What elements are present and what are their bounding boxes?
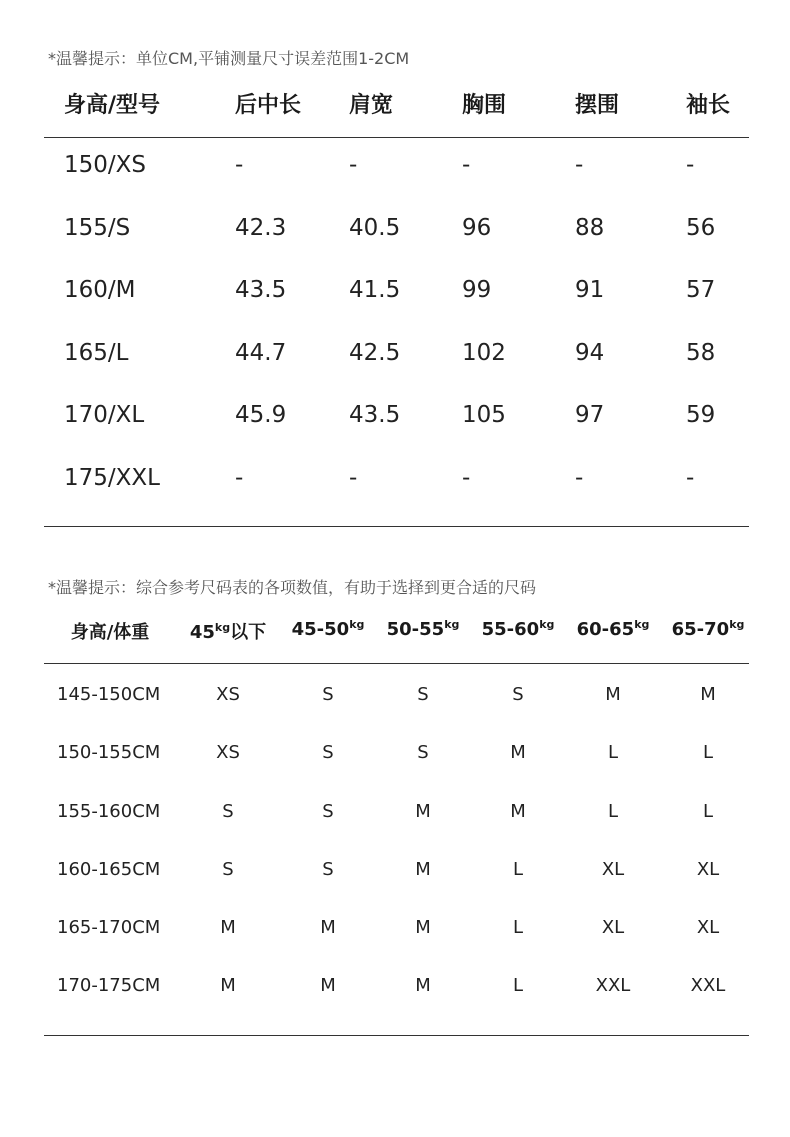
weight-table-body — [0, 684, 790, 1034]
size-cell: S — [322, 800, 334, 822]
size-cell: 160/M — [64, 277, 136, 303]
divider — [44, 663, 749, 664]
size-cell: S — [322, 858, 334, 880]
size-cell: M — [415, 975, 431, 997]
header-sleeve-length: 袖长 — [686, 93, 731, 118]
size-cell: L — [607, 800, 619, 822]
value-cell: - — [349, 152, 358, 178]
size-cell: M — [510, 742, 526, 764]
size-cell: 150/XS — [64, 152, 147, 178]
table-row — [0, 215, 790, 278]
header-weight: $45-50^{kg}$ — [291, 618, 365, 640]
size-cell: M — [415, 917, 431, 939]
table-row — [0, 465, 790, 528]
size-cell: XS — [216, 684, 240, 705]
value-cell: - — [462, 464, 471, 491]
header-height-weight: 身高/体重 — [70, 622, 150, 643]
value-cell: - — [235, 152, 244, 178]
table-row — [0, 684, 790, 742]
size-cell: S — [222, 858, 234, 880]
value-cell: - — [462, 152, 471, 178]
value-cell: 99 — [462, 277, 492, 303]
value-cell: - — [349, 464, 358, 491]
size-cell: M — [415, 800, 431, 822]
size-cell: S — [417, 684, 429, 705]
size-cell: XS — [216, 742, 240, 764]
divider — [44, 526, 749, 527]
value-cell: 94 — [575, 339, 605, 366]
size-cell: M — [220, 975, 236, 997]
height-cell: 170-175CM — [57, 975, 161, 997]
table-row — [0, 277, 790, 340]
size-cell: 175/XXL — [64, 464, 160, 491]
header-weight: $65-70^{kg}$ — [671, 618, 745, 640]
header-weight: $55-60^{kg}$ — [481, 618, 555, 640]
value-cell: 97 — [575, 402, 605, 428]
measurement-note: *温馨提示：单位CM,平铺测量尺寸误差范围1-2CM — [48, 49, 410, 68]
size-cell: L — [512, 917, 524, 939]
size-cell: S — [512, 684, 524, 705]
value-cell: 58 — [686, 339, 716, 366]
header-weight: $50-55^{kg}$ — [386, 618, 460, 640]
size-cell: S — [322, 742, 334, 764]
value-cell: - — [235, 464, 244, 491]
height-cell: 165-170CM — [57, 917, 161, 939]
size-table-header — [0, 88, 790, 122]
value-cell: 44.7 — [235, 339, 287, 366]
size-cell: XXL — [595, 975, 631, 997]
value-cell: - — [575, 464, 584, 491]
size-cell: L — [512, 975, 524, 997]
table-row — [0, 340, 790, 403]
table-row — [0, 402, 790, 465]
size-cell: M — [220, 917, 236, 939]
table-row — [0, 917, 790, 975]
value-cell: - — [686, 152, 695, 178]
size-cell: M — [320, 917, 336, 939]
table-row — [0, 975, 790, 1033]
size-cell: L — [607, 742, 619, 764]
header-shoulder-width: 肩宽 — [349, 93, 394, 118]
table-row — [0, 801, 790, 859]
header-hem: 摆围 — [575, 93, 620, 118]
reference-note: *温馨提示：综合参考尺码表的各项数值，有助于选择到更合适的尺码 — [48, 578, 537, 597]
value-cell: 56 — [686, 214, 716, 241]
height-cell: 150-155CM — [57, 742, 161, 764]
table-row — [0, 152, 790, 215]
size-cell: M — [415, 858, 431, 880]
value-cell: 40.5 — [349, 214, 401, 241]
weight-table-header — [0, 618, 790, 648]
size-cell: 170/XL — [64, 402, 145, 428]
header-weight: $45^{kg}$以下 — [189, 621, 267, 643]
size-cell: S — [222, 800, 234, 822]
value-cell: 59 — [686, 402, 716, 428]
value-cell: 42.5 — [349, 339, 401, 366]
size-cell: 165/L — [64, 339, 129, 366]
size-cell: M — [605, 684, 621, 705]
value-cell: - — [686, 464, 695, 491]
value-cell: 57 — [686, 277, 716, 303]
size-cell: XL — [696, 858, 720, 880]
divider — [44, 1035, 749, 1036]
header-weight: $60-65^{kg}$ — [576, 618, 650, 640]
value-cell: - — [575, 152, 584, 178]
table-row — [0, 742, 790, 800]
size-cell: XL — [696, 917, 720, 939]
size-cell: L — [702, 800, 714, 822]
size-cell: L — [702, 742, 714, 764]
value-cell: 102 — [462, 339, 506, 366]
size-cell: M — [320, 975, 336, 997]
height-cell: 145-150CM — [57, 684, 161, 705]
size-cell: XXL — [690, 975, 726, 997]
table-row — [0, 859, 790, 917]
value-cell: 45.9 — [235, 402, 287, 428]
size-cell: XL — [601, 858, 625, 880]
size-cell: S — [322, 684, 334, 705]
header-chest: 胸围 — [462, 93, 507, 118]
header-height-size: 身高/型号 — [64, 93, 161, 118]
value-cell: 91 — [575, 277, 605, 303]
size-cell: M — [700, 684, 716, 705]
divider — [44, 137, 749, 138]
height-cell: 160-165CM — [57, 858, 161, 880]
value-cell: 88 — [575, 214, 605, 241]
size-cell: 155/S — [64, 214, 131, 241]
size-cell: M — [510, 800, 526, 822]
value-cell: 42.3 — [235, 214, 287, 241]
size-cell: S — [417, 742, 429, 764]
size-cell: XL — [601, 917, 625, 939]
value-cell: 43.5 — [349, 402, 401, 428]
value-cell: 105 — [462, 402, 506, 428]
value-cell: 43.5 — [235, 277, 287, 303]
value-cell: 96 — [462, 214, 492, 241]
header-back-length: 后中长 — [235, 93, 302, 118]
size-cell: L — [512, 858, 524, 880]
height-cell: 155-160CM — [57, 800, 161, 822]
size-table-body — [0, 152, 790, 527]
value-cell: 41.5 — [349, 277, 401, 303]
